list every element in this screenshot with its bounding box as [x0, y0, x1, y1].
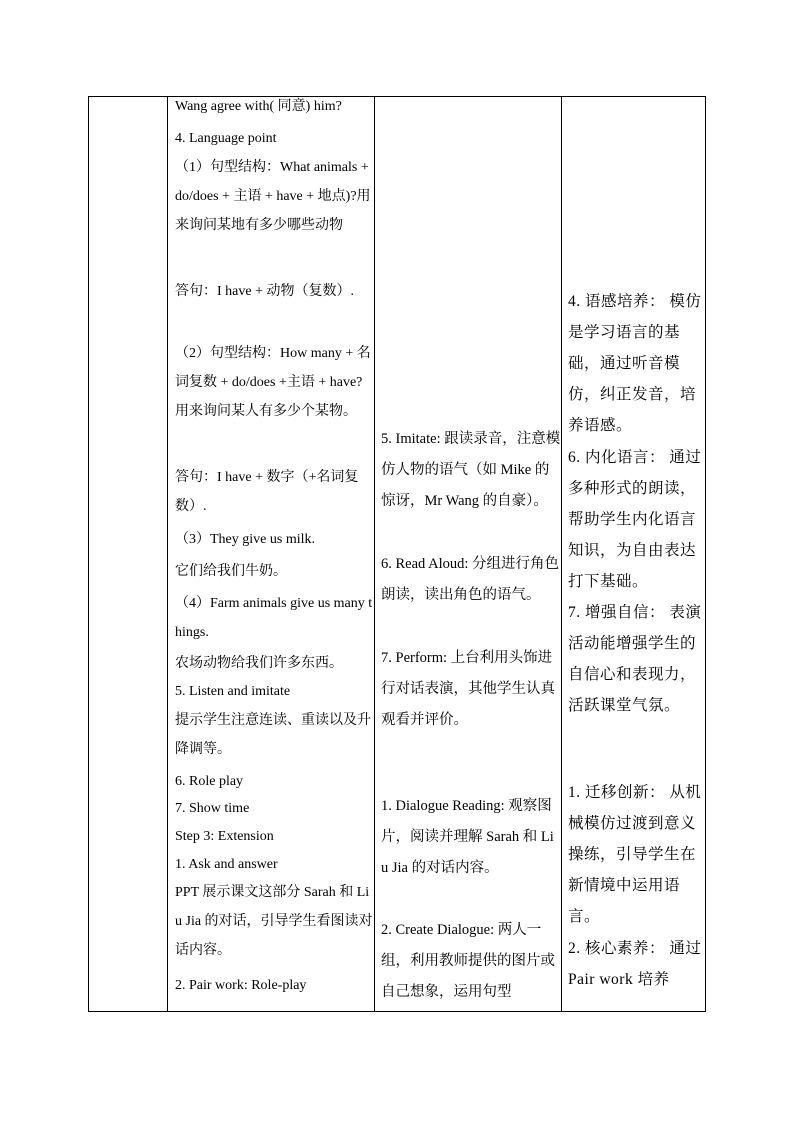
- text-line: 答句：I have + 数字（+名词复数）.: [175, 470, 359, 514]
- text-line: 7. 增强自信： 表演活动能增强学生的自信心和表现力，活跃课堂气氛。: [568, 604, 702, 714]
- text-line: 2. Create Dialogue: 两人一组，利用教师提供的图片或自己想象，运用句型: [381, 922, 555, 1000]
- text-line: 1. Ask and answer: [175, 857, 278, 872]
- text-line: 5. Listen and imitate: [175, 684, 291, 699]
- text-line: 答句：I have + 动物（复数）.: [175, 284, 354, 299]
- text-line: Wang agree with( 同意) him?: [175, 99, 342, 114]
- text-line: 7. Perform: 上台利用头饰进行对话表演，其他学生认真观看并评价。: [381, 650, 555, 728]
- text-line: 4. 语感培养： 模仿是学习语言的基础，通过听音模仿，纠正发音，培养语感。: [568, 293, 702, 434]
- text-line: 4. Language point: [175, 131, 277, 146]
- text-line: 它们给我们牛奶。: [175, 564, 287, 579]
- text-line: 6. 内化语言： 通过多种形式的朗读，帮助学生内化语言知识，为自由表达打下基础。: [568, 449, 702, 590]
- lesson-plan-table: [88, 96, 706, 1012]
- design-intent-column: [568, 97, 704, 1011]
- text-line: （4）Farm animals give us many things.: [175, 596, 373, 640]
- text-line: 2. Pair work: Role-play: [175, 978, 307, 993]
- text-line: Step 3: Extension: [175, 829, 274, 844]
- column-divider-2: [374, 97, 375, 1011]
- text-line: 2. 核心素养： 通过 Pair work 培养: [568, 940, 702, 988]
- text-line: （2）句型结构：How many + 名词复数 + do/does +主语 + have? 用来询问某人有多少个某物。: [175, 346, 371, 419]
- text-line: 5. Imitate: 跟读录音，注意模仿人物的语气（如 Mike 的惊讶，Mr Wang 的自豪）。: [381, 431, 561, 509]
- text-line: （1）句型结构：What animals + do/does + 主语 + have + 地点)?用来询问某地有多少哪些动物: [175, 160, 371, 233]
- text-line: 提示学生注意连读、重读以及升降调等。: [175, 713, 371, 757]
- text-line: 1. 迁移创新： 从机械模仿过渡到意义操练，引导学生在新情境中运用语言。: [568, 784, 702, 925]
- text-line: 6. Read Aloud: 分组进行角色朗读，读出角色的语气。: [381, 556, 560, 603]
- text-line: 7. Show time: [175, 801, 250, 816]
- teaching-procedure-column: [175, 97, 373, 1011]
- student-activity-column: [381, 97, 561, 1011]
- text-line: 农场动物给我们许多东西。: [175, 656, 343, 671]
- text-line: （3）They give us milk.: [175, 532, 315, 547]
- column-divider-3: [561, 97, 562, 1011]
- text-line: 6. Role play: [175, 774, 244, 789]
- text-line: 1. Dialogue Reading: 观察图片，阅读并理解 Sarah 和 Liu Jia 的对话内容。: [381, 798, 554, 876]
- text-line: PPT 展示课文这部分 Sarah 和 Liu Jia 的对话，引导学生看图读对话内容。: [175, 885, 373, 958]
- column-divider-1: [167, 97, 168, 1011]
